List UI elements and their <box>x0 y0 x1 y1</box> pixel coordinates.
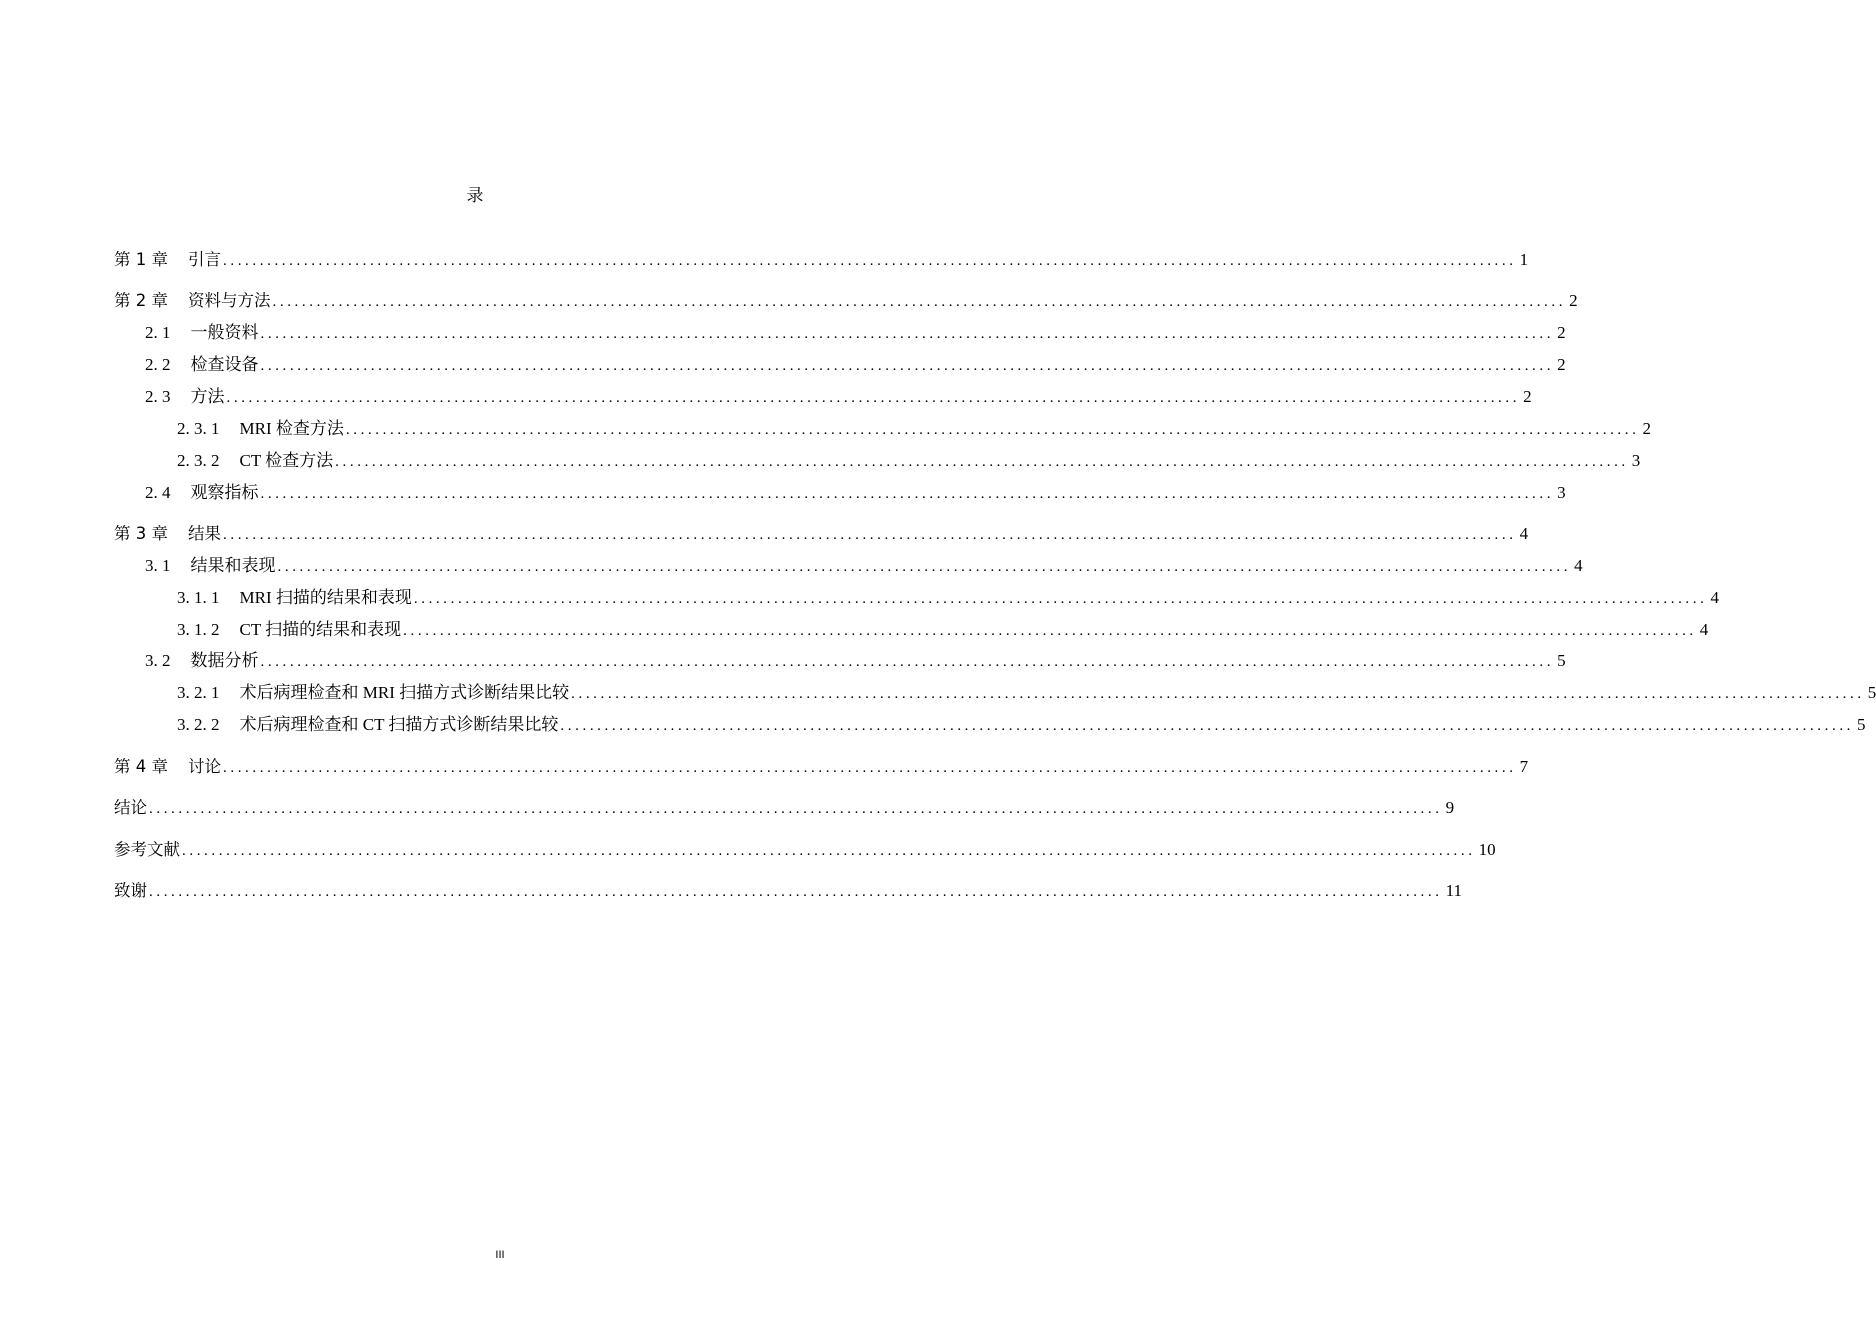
toc-entry-text: 结论 <box>114 798 147 817</box>
toc-entry-3-1-1[interactable] <box>177 587 1719 609</box>
toc-entry-text: 方法 <box>190 387 225 406</box>
toc-entry-page: 5 <box>1857 715 1866 734</box>
toc-entry-chapter-4[interactable] <box>114 756 1529 778</box>
toc-entry-text: 结果 <box>188 524 221 543</box>
toc-entry-chapter-3[interactable] <box>114 523 1529 545</box>
toc-entry-acknowledgements[interactable] <box>114 880 1462 902</box>
toc-entry-2-3-1[interactable] <box>177 418 1651 440</box>
toc-entry-2-2[interactable] <box>145 354 1566 376</box>
toc-entry-number: 3. 2. 1 <box>177 683 220 702</box>
toc-entry-page: 4 <box>1519 524 1529 543</box>
dot-leader: ................................................................................................................................................................................ <box>277 559 1572 575</box>
toc-entry-number: 2. 2 <box>145 355 171 374</box>
toc-entry-page: 11 <box>1445 881 1462 900</box>
toc-entry-text: 资料与方法 <box>188 291 271 310</box>
toc-entry-2-3-2[interactable] <box>177 450 1641 472</box>
toc-entry-chapter-1[interactable] <box>114 249 1529 271</box>
toc-entry-page: 2 <box>1642 419 1651 438</box>
toc-entry-page: 7 <box>1519 757 1529 776</box>
toc-entry-number: 3. 1 <box>145 556 171 575</box>
dot-leader: ................................................................................................................................................................................ <box>223 253 1517 269</box>
toc-entry-text: 讨论 <box>188 757 221 776</box>
toc-entry-page: 3 <box>1631 451 1641 470</box>
toc-entry-text: CT 检查方法 <box>239 451 334 470</box>
dot-leader: ................................................................................................................................................................................ <box>560 718 1855 734</box>
toc-entry-text: 术后病理检查和 CT 扫描方式诊断结果比较 <box>239 715 559 734</box>
toc-entry-page: 5 <box>1867 683 1876 702</box>
toc-entry-page: 9 <box>1445 798 1455 817</box>
toc-entry-3-2[interactable] <box>145 650 1566 672</box>
dot-leader: ................................................................................................................................................................................ <box>272 294 1567 310</box>
toc-entry-page: 1 <box>1519 250 1529 269</box>
toc-entry-2-3[interactable] <box>145 386 1532 408</box>
toc-entry-page: 5 <box>1557 651 1566 670</box>
toc-entry-3-2-1[interactable] <box>177 682 1876 704</box>
toc-entry-number: 2. 1 <box>145 323 171 342</box>
toc-entry-chapter-2[interactable] <box>114 290 1578 312</box>
toc-entry-number: 第 2 章 <box>114 291 168 310</box>
dot-leader: ................................................................................................................................................................................ <box>223 527 1517 543</box>
toc-entry-page: 4 <box>1710 588 1719 607</box>
toc-entry-3-1[interactable] <box>145 555 1583 577</box>
toc-entry-text: 结果和表现 <box>190 556 276 575</box>
dot-leader: ................................................................................................................................................................................ <box>260 358 1555 374</box>
toc-entry-number: 第 4 章 <box>114 757 168 776</box>
toc-entry-number: 第 3 章 <box>114 524 168 543</box>
toc-entry-number: 3. 1. 1 <box>177 588 220 607</box>
dot-leader: ................................................................................................................................................................................ <box>260 326 1555 342</box>
toc-entry-text: MRI 扫描的结果和表现 <box>239 588 412 607</box>
dot-leader: ................................................................................................................................................................................ <box>149 884 1443 900</box>
dot-leader: ................................................................................................................................................................................ <box>571 686 1865 702</box>
toc-entry-text: 术后病理检查和 MRI 扫描方式诊断结果比较 <box>239 683 570 702</box>
toc-entry-page: 3 <box>1557 483 1566 502</box>
toc-entry-number: 3. 1. 2 <box>177 620 220 639</box>
toc-entry-number: 2. 3. 2 <box>177 451 220 470</box>
page-number-footer: III <box>495 1249 505 1261</box>
dot-leader: ................................................................................................................................................................................ <box>260 654 1555 670</box>
toc-entry-text: CT 扫描的结果和表现 <box>239 620 402 639</box>
toc-entry-text: 引言 <box>188 250 221 269</box>
toc-entry-text: 致谢 <box>114 881 147 900</box>
dot-leader: ................................................................................................................................................................................ <box>335 454 1629 470</box>
toc-entry-number: 3. 2 <box>145 651 171 670</box>
toc-entry-page: 2 <box>1557 323 1566 342</box>
dot-leader: ................................................................................................................................................................................ <box>413 591 1708 607</box>
toc-entry-conclusion[interactable] <box>114 797 1455 819</box>
toc-entry-number: 2. 3. 1 <box>177 419 220 438</box>
toc-entry-text: 检查设备 <box>190 355 259 374</box>
dot-leader: ................................................................................................................................................................................ <box>226 390 1521 406</box>
toc-entry-page: 4 <box>1699 620 1709 639</box>
dot-leader: ................................................................................................................................................................................ <box>403 623 1697 639</box>
toc-entry-page: 2 <box>1557 355 1566 374</box>
dot-leader: ................................................................................................................................................................................ <box>345 422 1640 438</box>
toc-entry-2-1[interactable] <box>145 322 1566 344</box>
toc-title: 录 <box>466 186 484 205</box>
toc-entry-text: 观察指标 <box>190 483 259 502</box>
toc-entry-number: 2. 3 <box>145 387 171 406</box>
toc-entry-number: 3. 2. 2 <box>177 715 220 734</box>
toc-entry-references[interactable] <box>114 839 1496 861</box>
toc-entry-3-1-2[interactable] <box>177 619 1709 641</box>
dot-leader: ................................................................................................................................................................................ <box>182 843 1476 859</box>
toc-entry-page: 2 <box>1523 387 1532 406</box>
toc-entry-2-4[interactable] <box>145 482 1566 504</box>
toc-entry-text: MRI 检查方法 <box>239 419 344 438</box>
dot-leader: ................................................................................................................................................................................ <box>260 486 1555 502</box>
toc-entry-text: 参考文献 <box>114 840 180 859</box>
toc-entry-page: 10 <box>1478 840 1496 859</box>
dot-leader: ................................................................................................................................................................................ <box>223 760 1517 776</box>
toc-entry-page: 4 <box>1574 556 1583 575</box>
toc-entry-3-2-2[interactable] <box>177 714 1866 736</box>
toc-entry-number: 第 1 章 <box>114 250 168 269</box>
toc-entry-text: 数据分析 <box>190 651 259 670</box>
toc-entry-number: 2. 4 <box>145 483 171 502</box>
dot-leader: ................................................................................................................................................................................ <box>149 801 1443 817</box>
toc-entry-text: 一般资料 <box>190 323 259 342</box>
toc-entry-page: 2 <box>1569 291 1578 310</box>
